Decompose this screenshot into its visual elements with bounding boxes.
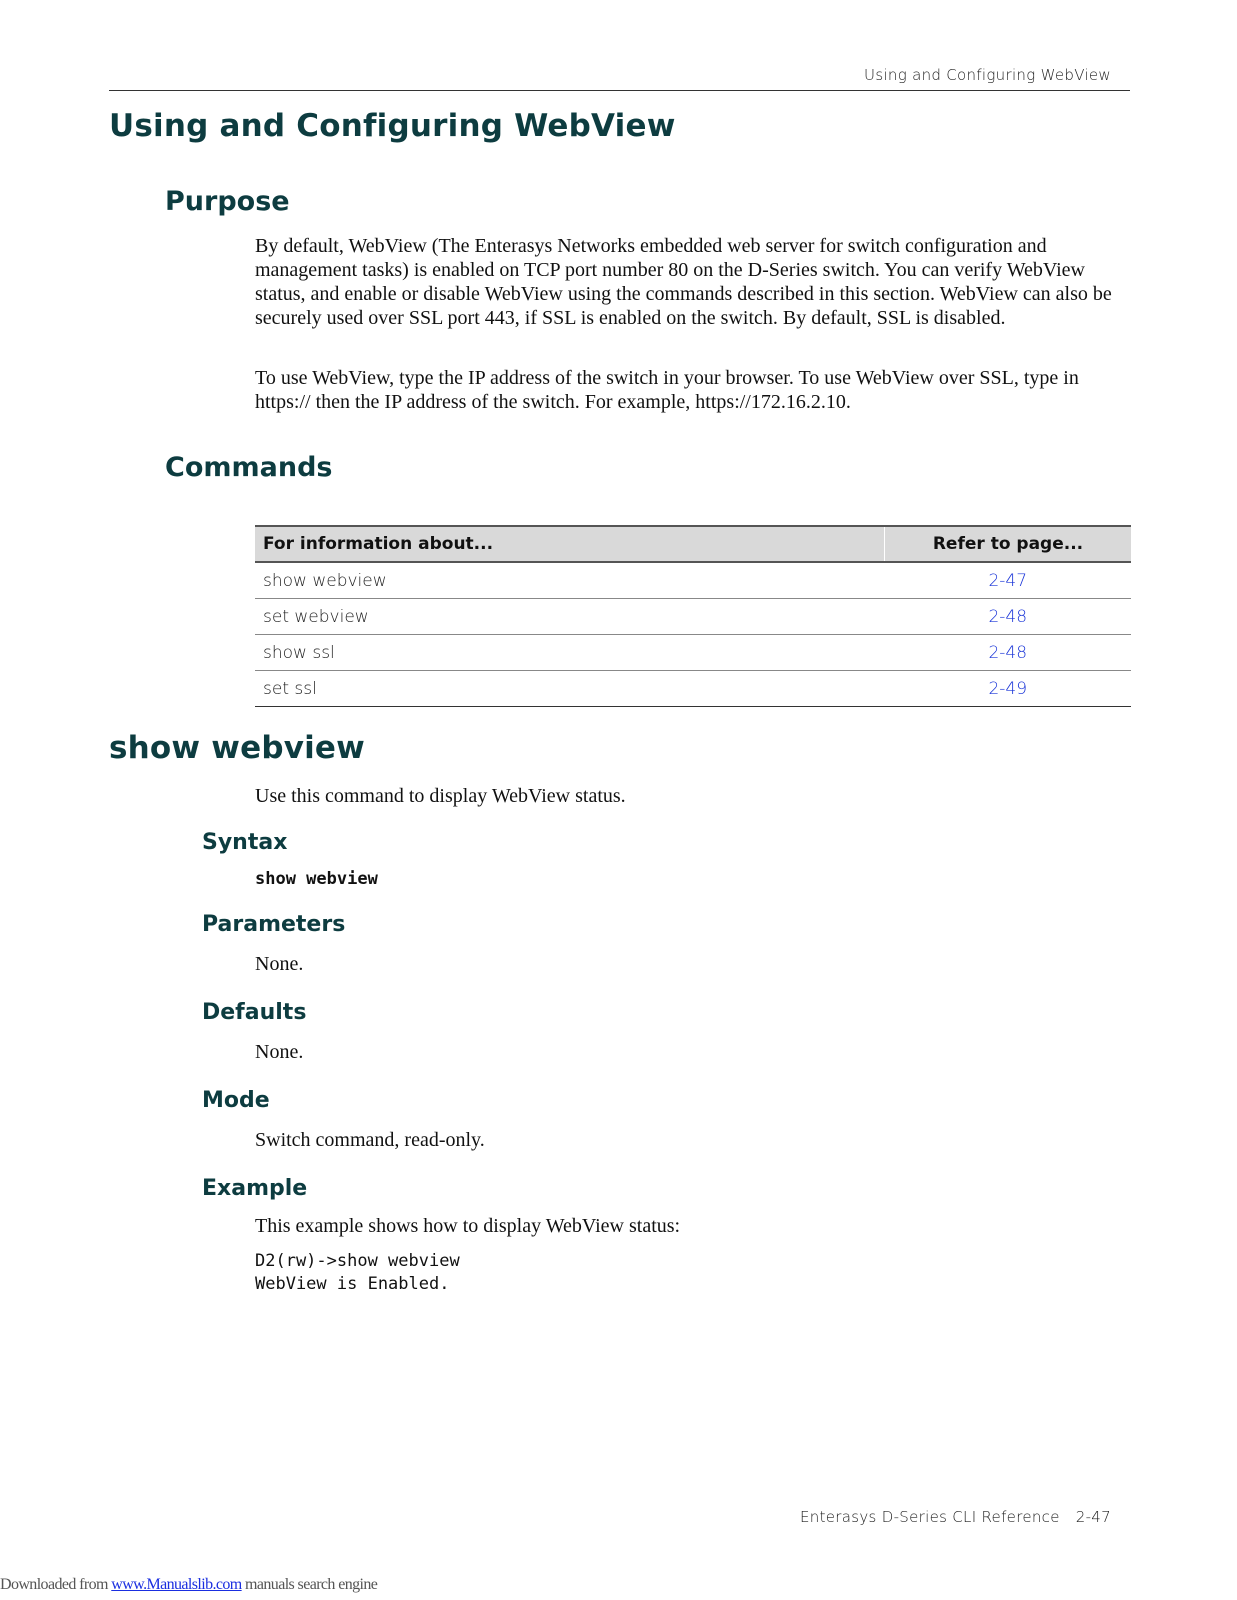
footer-book-title: Enterasys D-Series CLI Reference xyxy=(800,1508,1060,1526)
running-header: Using and Configuring WebView xyxy=(864,66,1111,84)
section-title: Using and Configuring WebView xyxy=(109,108,676,144)
example-intro: This example shows how to display WebView status: xyxy=(255,1215,681,1237)
parameters-text: None. xyxy=(255,953,304,975)
example-line: WebView is Enabled. xyxy=(255,1274,450,1294)
purpose-heading: Purpose xyxy=(165,186,290,217)
download-suffix: manuals search engine xyxy=(241,1576,378,1593)
column-header-ref: Refer to page... xyxy=(885,526,1132,562)
page-link[interactable]: 2-48 xyxy=(885,635,1132,671)
command-name: show ssl xyxy=(255,635,885,671)
example-line: D2(rw)->show webview xyxy=(255,1251,460,1271)
purpose-paragraph-1: By default, WebView (The Enterasys Networks embedded web server for switch configuration and management tasks) is enabled on TCP port number 80 on the D-Series switch. You can verify WebView status, and enable or disable WebView using the commands described in this section. WebView can also be securely used over SSL port 443, if SSL is enabled on the switch. By default, SSL is disabled. xyxy=(255,235,1112,329)
commands-table xyxy=(255,525,1131,707)
purpose-paragraph-2: To use WebView, type the IP address of the switch in your browser. To use WebView over SSL, type in https:// then the IP address of the switch. For example, https://172.16.2.10. xyxy=(255,367,1079,413)
command-description: Use this command to display WebView status. xyxy=(255,785,626,807)
example-code-block xyxy=(255,1250,460,1296)
example-heading: Example xyxy=(202,1176,308,1201)
table-row xyxy=(255,562,1131,599)
download-banner xyxy=(0,1576,377,1594)
page-link[interactable]: 2-48 xyxy=(885,599,1132,635)
table-row xyxy=(255,671,1131,707)
header-rule xyxy=(109,90,1130,91)
table-row xyxy=(255,599,1131,635)
commands-heading: Commands xyxy=(165,452,333,483)
download-prefix: Downloaded from xyxy=(0,1576,112,1593)
syntax-text: show webview xyxy=(255,869,378,889)
command-name: show webview xyxy=(255,562,885,599)
page-footer xyxy=(800,1508,1111,1526)
command-name: set webview xyxy=(255,599,885,635)
parameters-heading: Parameters xyxy=(202,912,346,937)
defaults-text: None. xyxy=(255,1041,304,1063)
table-header-row xyxy=(255,526,1131,562)
column-header-info: For information about... xyxy=(255,526,885,562)
mode-heading: Mode xyxy=(202,1088,270,1113)
manualslib-link[interactable]: www.Manualslib.com xyxy=(111,1576,242,1593)
table-row xyxy=(255,635,1131,671)
defaults-heading: Defaults xyxy=(202,1000,307,1025)
footer-page-number: 2-47 xyxy=(1075,1508,1111,1526)
syntax-heading: Syntax xyxy=(202,830,288,855)
page-link[interactable]: 2-47 xyxy=(885,562,1132,599)
mode-text: Switch command, read-only. xyxy=(255,1129,485,1151)
page-link[interactable]: 2-49 xyxy=(885,671,1132,707)
command-name: set ssl xyxy=(255,671,885,707)
command-title: show webview xyxy=(109,730,366,766)
